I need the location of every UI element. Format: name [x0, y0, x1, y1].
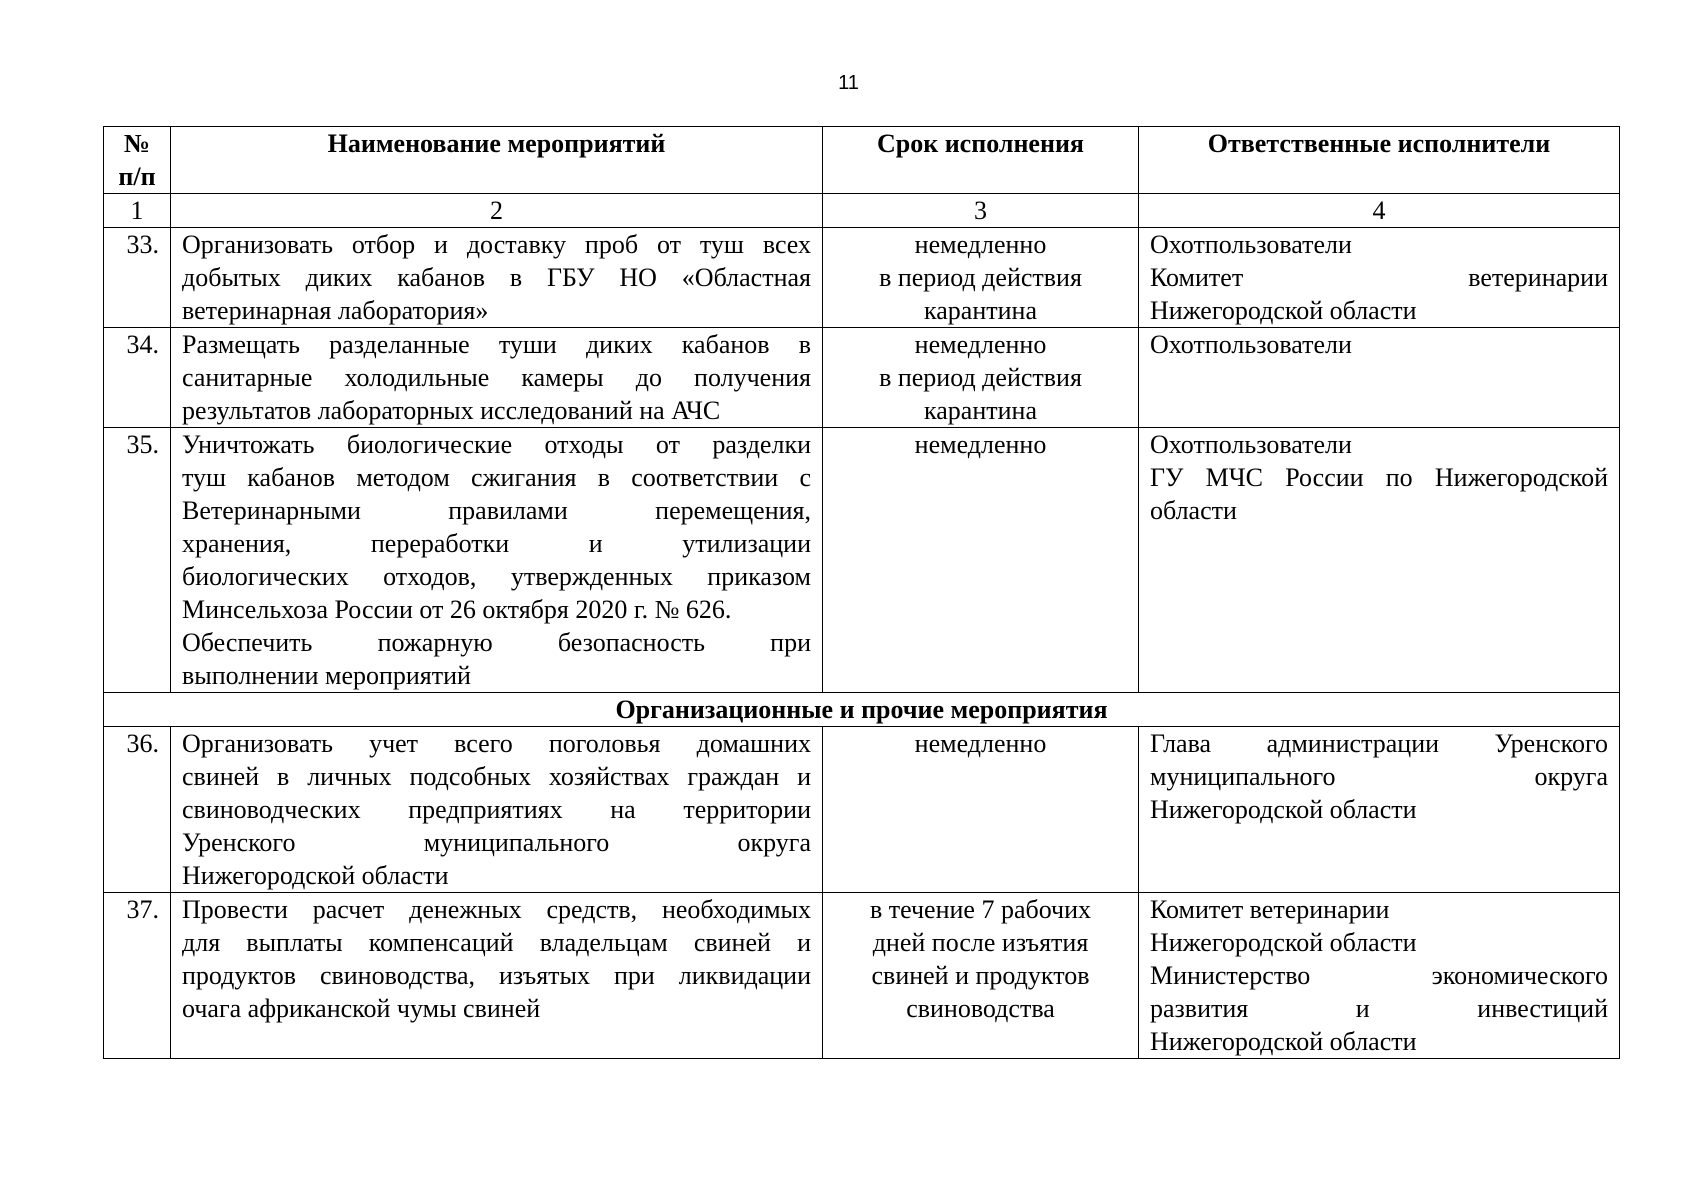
row-number: 36. [104, 727, 171, 893]
text-line: Нижегородской области [1150, 296, 1417, 325]
header-num-symbol: № [123, 129, 151, 158]
text-line: свиноводства [906, 994, 1055, 1023]
column-index-row [104, 194, 1620, 228]
text-line: карантина [924, 296, 1037, 325]
text-line: Нижегородской области [182, 861, 449, 890]
text-line: области [1150, 496, 1237, 525]
deadline [823, 893, 1139, 1059]
text-line: Министерство экономического [1150, 961, 1608, 990]
responsible [1139, 428, 1620, 693]
text-line: муниципального округа [1150, 762, 1608, 791]
text-line: для выплаты компенсаций владельцам свиней и [182, 928, 811, 957]
text-line: Уренского муниципального округа [182, 828, 811, 857]
text-line: ГУ МЧС России по Нижегородской [1150, 463, 1608, 492]
responsible [1139, 228, 1620, 328]
text-line: в течение 7 рабочих [869, 895, 1092, 924]
measures-table [103, 126, 1620, 1059]
text-line: Комитет ветеринарии [1150, 895, 1390, 924]
measure-name [171, 228, 823, 328]
text-line: Охотпользователи [1150, 330, 1352, 359]
text-line: Минсельхоза России от 26 октября 2020 г. № 626. [182, 595, 732, 624]
text-line: Провести расчет денежных средств, необходимых [182, 895, 811, 924]
text-line: Ветеринарными правилами перемещения, [182, 496, 811, 525]
column-index: 1 [104, 194, 171, 228]
text-line: добытых диких кабанов в ГБУ НО «Областная [182, 263, 811, 292]
text-line: Нижегородской области [1150, 795, 1417, 824]
measure-name [171, 428, 823, 693]
text-line: санитарные холодильные камеры до получения [182, 363, 811, 392]
text-line: Нижегородской области [1150, 928, 1417, 957]
column-index: 2 [171, 194, 823, 228]
text-line: ветеринарная лаборатория» [182, 296, 489, 325]
responsible [1139, 893, 1620, 1059]
text-line: Охотпользователи [1150, 230, 1352, 259]
table-row [104, 727, 1620, 893]
text-line: немедленно [914, 330, 1047, 359]
text-line: Комитет ветеринарии [1150, 263, 1608, 292]
text-line: свиней и продуктов [871, 961, 1090, 990]
section-row [104, 693, 1620, 727]
text-line: немедленно [914, 430, 1047, 459]
text-line: Размещать разделанные туши диких кабанов в [182, 330, 811, 359]
header-num [104, 127, 171, 194]
responsible [1139, 328, 1620, 428]
row-number: 34. [104, 328, 171, 428]
deadline [823, 428, 1139, 693]
text-line: продуктов свиноводства, изъятых при ликвидации [182, 961, 811, 990]
text-line: результатов лабораторных исследований на АЧС [182, 396, 721, 425]
text-line: очага африканской чумы свиней [182, 994, 541, 1023]
measure-name [171, 727, 823, 893]
row-number: 35. [104, 428, 171, 693]
header-row [104, 127, 1620, 194]
text-line: Организовать учет всего поголовья домашних [182, 729, 811, 758]
text-line: развития и инвестиций [1150, 994, 1608, 1023]
measure-name [171, 893, 823, 1059]
text-line: Нижегородской области [1150, 1027, 1417, 1056]
text-line: карантина [924, 396, 1037, 425]
text-line: в период действия [879, 263, 1082, 292]
header-resp: Ответственные исполнители [1139, 127, 1620, 194]
deadline [823, 727, 1139, 893]
table-row [104, 428, 1620, 693]
text-line: хранения, переработки и утилизации [182, 529, 811, 558]
text-line: свиноводческих предприятиях на территории [182, 795, 811, 824]
text-line: Уничтожать биологические отходы от разделки [182, 430, 811, 459]
text-line: дней после изъятия [872, 928, 1089, 957]
text-line: выполнении мероприятий [182, 661, 471, 690]
text-line: немедленно [914, 230, 1047, 259]
measure-name [171, 328, 823, 428]
text-line: Организовать отбор и доставку проб от туш всех [182, 230, 811, 259]
column-index: 4 [1139, 194, 1620, 228]
text-line: Глава администрации Уренского [1150, 729, 1608, 758]
text-line: в период действия [879, 363, 1082, 392]
row-number: 37. [104, 893, 171, 1059]
table-row [104, 228, 1620, 328]
column-index: 3 [823, 194, 1139, 228]
deadline [823, 328, 1139, 428]
deadline [823, 228, 1139, 328]
responsible [1139, 727, 1620, 893]
text-line: биологических отходов, утвержденных приказом [182, 562, 811, 591]
header-num-abbr: п/п [118, 162, 156, 191]
header-name: Наименование мероприятий [171, 127, 823, 194]
text-line: свиней в личных подсобных хозяйствах граждан и [182, 762, 811, 791]
row-number: 33. [104, 228, 171, 328]
text-line: Обеспечить пожарную безопасность при [182, 628, 811, 657]
table-row [104, 328, 1620, 428]
text-line: туш кабанов методом сжигания в соответствии с [182, 463, 811, 492]
text-line: Охотпользователи [1150, 430, 1352, 459]
page-number: 11 [838, 72, 859, 94]
header-term: Срок исполнения [823, 127, 1139, 194]
table-row [104, 893, 1620, 1059]
section-title: Организационные и прочие мероприятия [104, 693, 1620, 727]
text-line: немедленно [914, 729, 1047, 758]
